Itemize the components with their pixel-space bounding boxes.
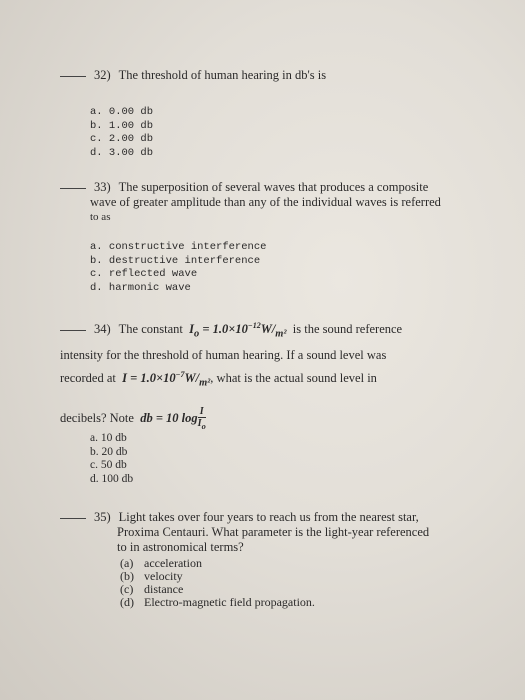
- options-32: [90, 106, 153, 160]
- question-text: The threshold of human hearing in db's is: [118, 68, 327, 82]
- option: d. 100 db: [90, 472, 134, 485]
- option: (b) velocity: [120, 569, 183, 583]
- option: c. 50 db: [90, 459, 127, 471]
- option: b. 1.00 db: [90, 119, 154, 132]
- question-text: Light takes over four years to reach us from the nearest star,: [118, 510, 419, 524]
- option: d. harmonic wave: [90, 281, 191, 294]
- answer-blank[interactable]: [60, 188, 86, 189]
- question-text: The superposition of several waves that produces a composite: [118, 180, 429, 194]
- answer-blank[interactable]: [60, 518, 86, 519]
- option: b. destructive interference: [90, 254, 261, 267]
- options-34: [90, 432, 133, 486]
- question-number: 33): [94, 180, 111, 194]
- option: a. 10 db: [90, 432, 127, 444]
- question-text: The constant: [118, 322, 183, 337]
- question-text: wave of greater amplitude than any of the individual waves is referred: [90, 195, 441, 209]
- recorded-intensity-formula: $I = 1.0\times 10^{-7}W/_{m^2}$: [119, 369, 211, 389]
- question-number: 35): [94, 510, 111, 524]
- question-text: is the sound reference: [292, 322, 403, 337]
- option: a. constructive interference: [90, 241, 267, 253]
- question-33: [60, 180, 480, 225]
- option: c. 2.00 db: [90, 133, 154, 145]
- option: c. reflected wave: [90, 268, 198, 280]
- question-text: to as: [90, 211, 111, 223]
- question-text: to in astronomical terms?: [117, 540, 244, 554]
- question-32: [60, 68, 326, 83]
- option: d. 3.00 db: [90, 146, 154, 159]
- question-34: [60, 318, 460, 432]
- question-number: 34): [94, 322, 111, 337]
- question-35: [60, 510, 470, 555]
- question-text: decibels? Note: [60, 411, 134, 426]
- options-33: [90, 241, 266, 295]
- options-35: [120, 557, 315, 609]
- decibel-formula: db = 10 log: [137, 411, 198, 426]
- question-text: , what is the actual sound level in: [210, 370, 377, 385]
- question-number: 32): [94, 68, 111, 82]
- reference-intensity-formula: $I_o = 1.0\times 10^{-12}W/_{m^2}$: [186, 321, 287, 340]
- option: (d) Electro-magnetic field propagation.: [120, 595, 315, 609]
- question-text: Proxima Centauri. What parameter is the light-year referenced: [117, 525, 430, 539]
- answer-blank[interactable]: [60, 76, 86, 77]
- option: a. 0.00 db: [90, 106, 154, 118]
- question-text: intensity for the threshold of human hearing. If a sound level was: [60, 347, 387, 362]
- option: (a) acceleration: [120, 556, 202, 570]
- option: b. 20 db: [90, 445, 128, 458]
- question-text: recorded at: [60, 370, 116, 385]
- intensity-ratio: $\frac{I}{I_o}$: [197, 406, 206, 432]
- option: (c) distance: [120, 582, 184, 596]
- answer-blank[interactable]: [60, 330, 86, 331]
